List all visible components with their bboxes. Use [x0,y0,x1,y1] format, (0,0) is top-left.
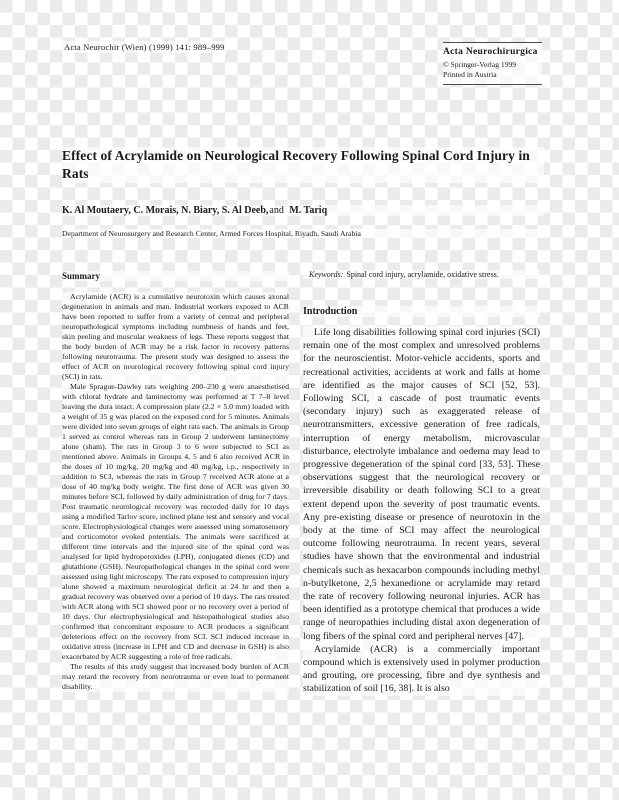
copyright-line: © Springer-Verlag 1999 [443,60,517,69]
summary-column [62,271,289,692]
summary-heading: Summary [62,271,289,281]
authors-line [62,205,544,216]
journal-name: Acta Neurochirurgica [443,47,538,57]
paper-title: Effect of Acrylamide on Neurological Recovery Following Spinal Cord Injury in Rats [62,147,544,183]
introduction-column [303,270,540,696]
keywords-line [303,270,540,279]
authors-main: K. Al Moutaery, C. Morais, N. Biary, S. Al Deeb, [62,205,269,216]
affiliation-line: Department of Neurosurgery and Research Center, Armed Forces Hospital, Riyadh, Saudi Arabia [62,229,544,238]
journal-citation: Acta Neurochir (Wien) (1999) 141: 989–999 [64,42,225,52]
summary-paragraph: Acrylamide (ACR) is a cumulative neurotoxin which causes axonal degeneration in animals and man. Industrial workers exposed to ACR have been reported to suffer from a variety of central and peripheral neuropathological symptoms including numbness of hands and feet, skin peeling and muscular weakness of legs. These reports suggest that the body burden of ACR may be a risk factor in recovery patterns following neurotrauma. The present study was designed to assess the effect of ACR on neurological recovery following spinal cord injury (SCI) in rats. [62,292,289,381]
authors-connector: and [269,205,284,216]
introduction-heading: Introduction [303,306,540,317]
journal-masthead [443,42,542,85]
author-last: M. Tariq [289,205,328,216]
keywords-text: Spinal cord injury, acrylamide, oxidative stress. [346,270,499,279]
introduction-paragraph: Life long disabilities following spinal cord injuries (SCI) remain one of the most complex and unresolved problems for the neuroscientist. Motor-vehicle accidents, sports and recreational activities, accidents at work and falls at home are identified as the major causes of SCI [52, 53]. Following SCI, a cascade of post traumatic events (secondary injury) such as exaggerated release of neurotransmitters, excessive generation of free radicals, interruption of energy metabolism, microvascular disturbance, electrolyte imbalance and oedema may lead to progressive degeneration of the spinal cord [33, 53]. These observations suggest that the neurological recovery or irreversible disability or death following SCI to a great extent depend upon the severity of post traumatic events. Any pre-existing disease or presence of neurotoxin in the body at the time of SCI may affect the neurological outcome following neurotrauma. In recent years, several studies have shown that the environmental and industrial chemicals such as hexacarbon compounds including methyl n-butylketone, 2,5 hexanedione or acrylamide may retard the rate of recovery following neuronal injuries. ACR has been identified as a prototype chemical that produces a wide range of neuropathies including distal axon degeneration of long fibers of the spinal cord and peripheral nerves [47]. [303,327,540,642]
summary-paragraph: The results of this study suggest that increased body burden of ACR may retard the recovery from neurotrauma or even lead to permanent disability. [62,662,289,691]
introduction-paragraph: Acrylamide (ACR) is a commercially important compound which is extensively used in polymer production and grouting, ore processing, fibre and dye synthesis and stabilization of soil [16, 38]. It is also [303,643,540,695]
summary-paragraph: Male Sprague-Dawley rats weighing 200–230 g were anaesthetised with chloral hydrate and laminectomy was performed at T 7–8 level leaving the dura intact. A compression plate (2.2 × 5.0 mm) loaded with a weight of 35 g was placed on the exposed cord for 5 minutes. Animals were divided into seven groups of eight rats each. The animals in Group 1 served as control whereas rats in Group 2 underwent laminectomy alone (sham). The rats in Group 3 to 6 were subjected to SCI as mentioned above. Animals in Groups 4, 5 and 6 also received ACR in the doses of 10 mg/kg, 20 mg/kg and 40 mg/kg, i.p., respectively in addition to SCI, whereas the rats in Group 7 received ACR alone at a dose of 40 mg/kg body weight. The first dose of ACR was given 30 minutes before SCI, followed by daily administration of drug for 7 days. Post traumatic neurological recovery was recorded daily for 10 days using a modified Tarlov score, inclined plane test and sensory and vocal score. Electrophysiological changes were assessed using somatosensory and corticomotor evoked potentials. The animals were sacrificed at different time intervals and the injured site of the spinal cord was analysed for lipid hydroperoxides (LPH), conjugated dienes (CD) and glutathione (GSH). Neuropathological changes in the spinal cord were assessed using light microscopy. The rats exposed to compression injury alone showed a maximum neurological deficit at 24 hr and then a gradual recovery was observed over a period of 10 days. The rats treated with ACR along with SCI showed poor or no recovery over a period of 10 days. Our electrophysiological and histopathological studies also confirmed that concomitant exposure to ACR produces a significant deleterious effect on the recovery from SCI. SCI induced increase in oxidative stress (increase in LPH and CD and decrease in GSH) is also exacerbated by ACR suggesting a role of free radicals. [62,382,289,661]
keywords-label: Keywords: [309,270,344,279]
printed-in-line: Printed in Austria [443,69,497,79]
